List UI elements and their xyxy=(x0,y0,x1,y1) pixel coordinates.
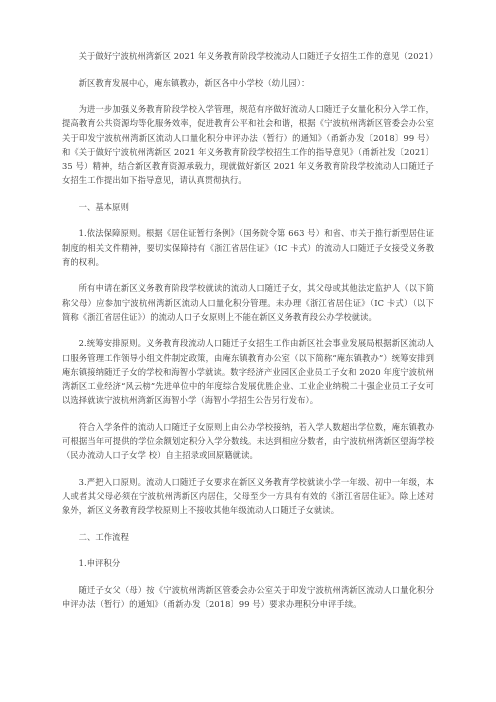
intro-paragraph: 为进一步加强义务教育阶段学校入学管理，规范有序做好流动人口随迁子女量化积分入学工作，提高教育公共资源均等化服务效率，促进教育公平和社会和谐，根据《宁波杭州湾新区管委会办公室关于印发宁波杭州湾新区流动人口量化积分申评办法（暂行）的通知》（甬新办发〔2018〕99 号）和《关于做好宁波杭州湾新区 2021 年义务教育阶段学校招生工作的指导意见》（甬新社发〔2021〕35 号）精神，结合新区教育资源承载力，现就做好新区 2021 年义务教育阶段学校流动人口随迁子女招生工作提出如下指导意见，请认真贯彻执行。 xyxy=(62,104,434,186)
principle-1-detail-paragraph: 所有申请在新区义务教育阶段学校就读的流动人口随迁子女，其父母或其他法定监护人（以下简称父母）应参加宁波杭州湾新区流动人口量化积分管理。未办理《浙江省居住证》（IC 卡式）（以下简称《浙江省居住证》）的流动人口子女原则上不能在新区义务教育段公办学校就读。 xyxy=(62,283,434,322)
document-body xyxy=(62,49,438,624)
subsection-heading-points: 1.申评积分 xyxy=(78,558,121,569)
points-application-paragraph: 随迁子女父（母）按《宁波杭州湾新区管委会办公室关于印发宁波杭州湾新区流动人口量化积分申评办法（暂行）的通知》（甬新办发〔2018〕99 号）要求办理积分申评手续。 xyxy=(62,584,434,610)
principle-3-paragraph: 3.严把入口原则。流动人口随迁子女要求在新区义务教育学校就读小学一年级、初中一年级，本人或者其父母必须在宁波杭州湾新区内居住，父母至少一方具有有效的《浙江省居住证》。除上述对象外，新区义务教育段学校原则上不接收其他年级流动人口随迁子女就读。 xyxy=(62,476,434,516)
recipients-line: 新区教育发展中心，庵东镇教办，新区各中小学校（幼儿园）： xyxy=(78,77,310,88)
principle-2-paragraph: 2.统筹安排原则。义务教育段流动人口随迁子女招生工作由新区社会事业发展局根据新区流动人口服务管理工作领导小组文件制定政策，由庵东镇教育办公室（以下简称“庵东镇教办”）统筹安排到庵东镇接纳随迁子女的学校和海智小学就读。数字经济产业园区企业员工子女和 2020 年度宁波杭州湾新区工业经济“风云榜”先进单位中的年度综合发展优胜企业、工业企业纳税二十强企业员工子女可以选择就读宁波杭州湾新区海智小学（海智小学招生公告另行发布）。 xyxy=(62,338,434,406)
document-title: 关于做好宁波杭州湾新区 2021 年义务教育阶段学校流动人口随迁子女招生工作的意见（2021） xyxy=(78,51,438,61)
principle-1-paragraph: 1.依法保障原则。根据《居住证暂行条例》（国务院令第 663 号）和省、市关于推行新型居住证制度的相关文件精神，要切实保障持有《浙江省居住证》（IC 卡式）的流动人口随迁子女接受义务教育的权利。 xyxy=(62,228,434,267)
section-heading-principles: 一、基本原则 xyxy=(78,201,129,212)
principle-2-detail-paragraph: 符合入学条件的流动人口随迁子女原则上由公办学校接纳，若入学人数超出学位数，庵东镇教办可根据当年可提供的学位余额划定积分入学分数线。未达到相应分数者，由宁波杭州湾新区望海学校（民办流动人口子女学 校）自主招录或回原籍就读。 xyxy=(62,421,434,461)
section-heading-workflow: 二、工作流程 xyxy=(78,531,129,542)
